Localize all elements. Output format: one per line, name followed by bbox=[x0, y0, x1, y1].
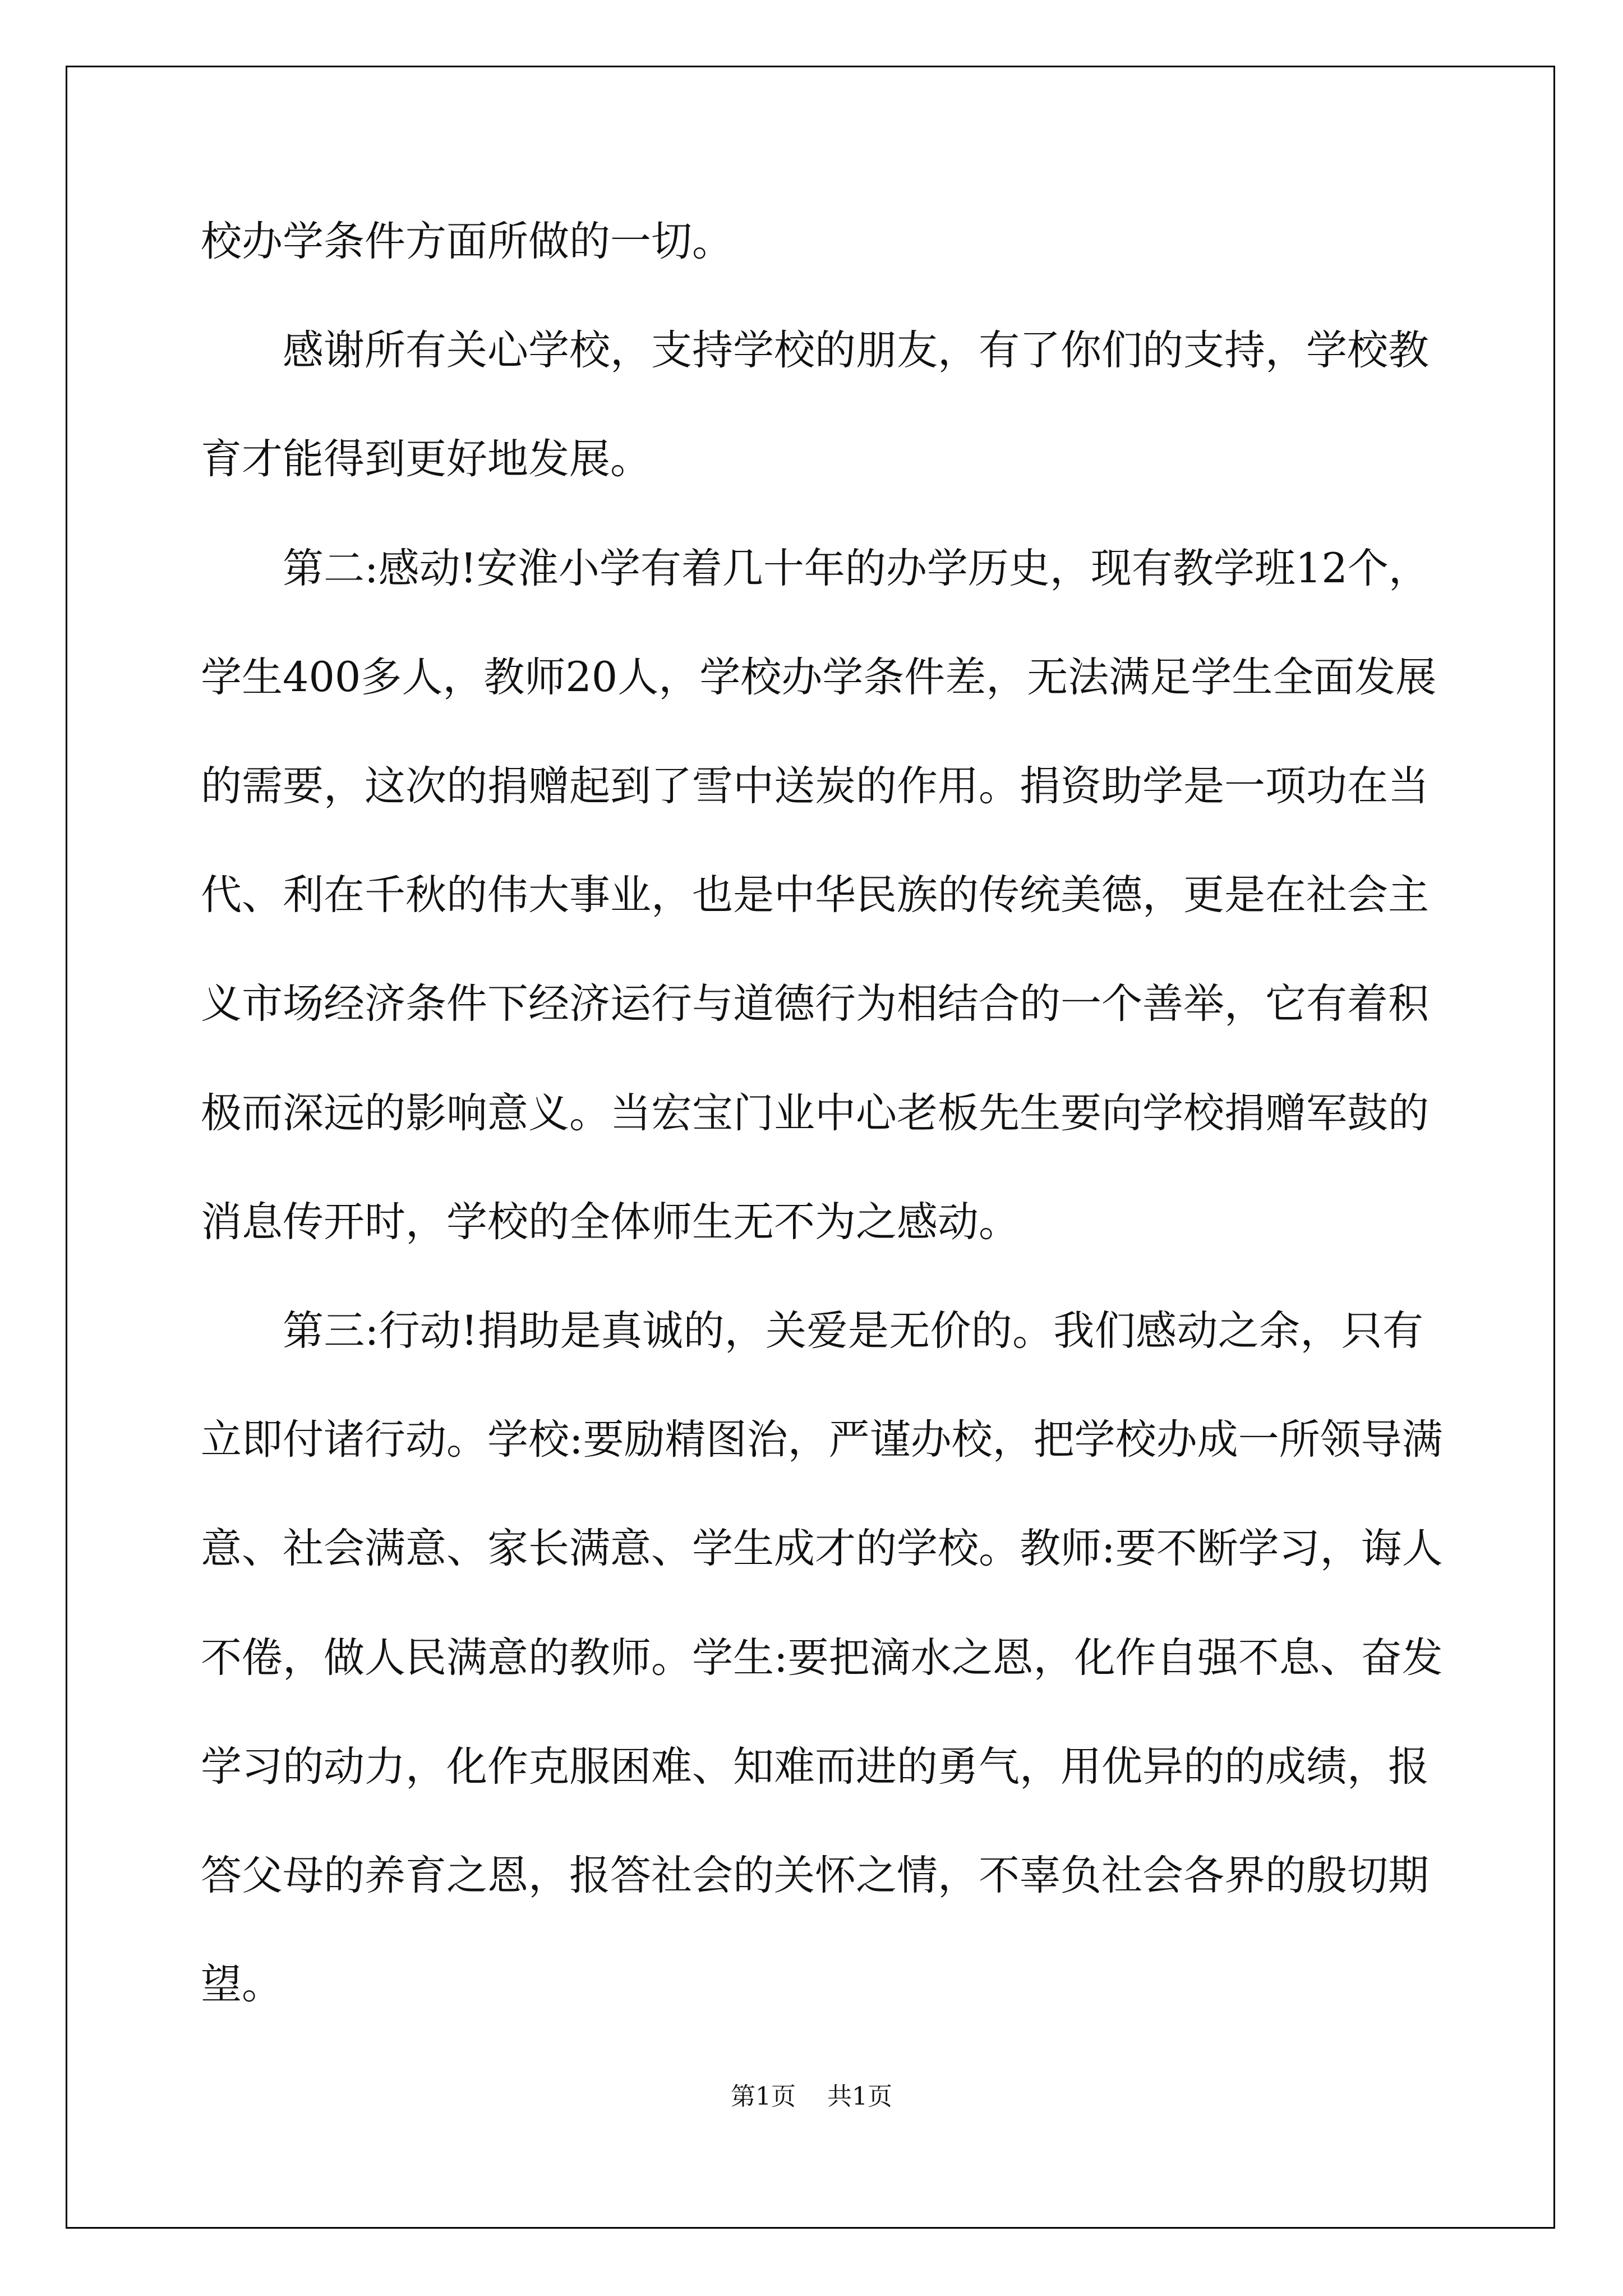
text-line: 第三:行动!捐助是真诚的，关爱是无价的。我们感动之余，只有 bbox=[283, 1307, 1423, 1355]
text-line: 的需要，这次的捐赠起到了雪中送炭的作用。捐资助学是一项功在当 bbox=[201, 762, 1429, 810]
text-line: 感谢所有关心学校，支持学校的朋友，有了你们的支持，学校教 bbox=[283, 326, 1429, 374]
text-line: 代、利在千秋的伟大事业，也是中华民族的传统美德，更是在社会主 bbox=[201, 871, 1429, 919]
text-line: 意、社会满意、家长满意、学生成才的学校。教师:要不断学习，诲人 bbox=[201, 1525, 1443, 1572]
text-line: 答父母的养育之恩，报答社会的关怀之情，不辜负社会各界的殷切期 bbox=[201, 1852, 1429, 1899]
page-number-current: 第1页 bbox=[731, 2082, 796, 2111]
text-line: 立即付诸行动。学校:要励精图治，严谨办校，把学校办成一所领导满 bbox=[201, 1416, 1443, 1464]
page-footer bbox=[0, 2080, 1623, 2114]
text-line: 学习的动力，化作克服困难、知难而进的勇气，用优异的的成绩，报 bbox=[201, 1743, 1429, 1791]
text-line: 第二:感动!安淮小学有着几十年的办学历史，现有教学班12个， bbox=[283, 545, 1430, 592]
text-line: 学生400多人，教师20人，学校办学条件差，无法满足学生全面发展 bbox=[201, 654, 1437, 701]
text-line: 望。 bbox=[201, 1961, 283, 2008]
text-line: 消息传开时，学校的全体师生无不为之感动。 bbox=[201, 1198, 1020, 1246]
page-number-total: 共1页 bbox=[827, 2082, 892, 2111]
text-line: 育才能得到更好地发展。 bbox=[201, 435, 651, 483]
text-line: 极而深远的影响意义。当宏宝门业中心老板先生要向学校捐赠军鼓的 bbox=[201, 1089, 1429, 1137]
text-line: 校办学条件方面所做的一切。 bbox=[201, 218, 733, 265]
text-line: 不倦，做人民满意的教师。学生:要把滴水之恩，化作自强不息、奋发 bbox=[201, 1634, 1443, 1682]
text-line: 义市场经济条件下经济运行与道德行为相结合的一个善举，它有着积 bbox=[201, 980, 1429, 1028]
